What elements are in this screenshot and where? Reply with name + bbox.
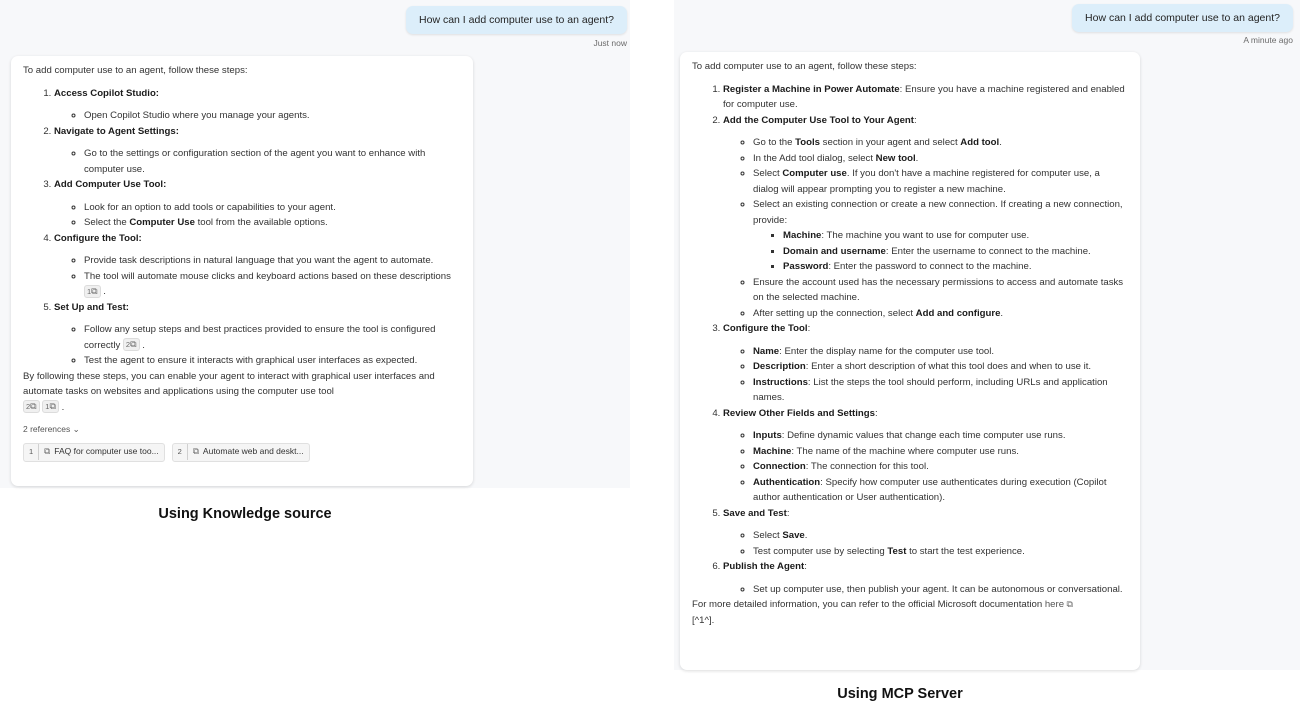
steps-list [23, 86, 461, 369]
step-bullet: ◦ Follow any setup steps and best practices provided to ensure the tool is configured correctly 2⧉ . [84, 322, 461, 353]
step-title: Configure the Tool: [54, 232, 142, 244]
message-timestamp: Just now [593, 38, 627, 48]
step-item [54, 86, 461, 124]
sub-bullet: ▪ Domain and username: Enter the username to connect to the machine. [783, 244, 1128, 260]
step-title: Set Up and Test: [54, 301, 129, 313]
user-message-bubble: How can I add computer use to an agent? [406, 6, 627, 34]
step-bullet: ◦ In the Add tool dialog, select New tool. [753, 151, 1128, 167]
response-intro: To add computer use to an agent, follow these steps: [23, 65, 248, 76]
response-intro: To add computer use to an agent, follow these steps: [692, 61, 917, 72]
steps-list [692, 82, 1128, 598]
external-link-icon: ⧉ [30, 401, 37, 412]
step-item: 4. Review Other Fields and Settings: ◦ Inputs: Define dynamic values that change each time computer use runs. ◦ Machine: The name of the machine where computer use runs. ◦ Connection: The connection for this tool. ◦ Authentication: Specify how computer use authenticates during execution (Copilot author authentication or User authentication). [723, 406, 1128, 506]
step-bullet: ◦ Inputs: Define dynamic values that change each time computer use runs. [753, 428, 1128, 444]
step-title: Access Copilot Studio: [54, 87, 160, 99]
step-bullet: ◦ Go to the settings or configuration section of the agent you want to enhance with computer use. [84, 146, 461, 177]
references-toggle[interactable]: 2 references ⌄ [23, 424, 80, 434]
reference-chip[interactable] [172, 443, 310, 462]
chevron-down-icon: ⌄ [72, 424, 80, 434]
step-bullet: ◦ Ensure the account used has the necessary permissions to access and automate tasks on the selected machine. [753, 275, 1128, 306]
sub-bullet: ▪ Machine: The machine you want to use for computer use. [783, 228, 1128, 244]
external-link-icon: ⧉ [49, 401, 56, 412]
response-conclusion: By following these steps, you can enable your agent to interact with graphical user interfaces and automate tasks on websites and applications using the computer use tool 2⧉ 1⧉ . [23, 370, 435, 413]
response-footer: For more detailed information, you can refer to the official Microsoft documentation here ⧉ [^1^]. [692, 599, 1073, 626]
step-bullet: ◦ Name: Enter the display name for the computer use tool. [753, 344, 1128, 360]
step-title: Navigate to Agent Settings: [54, 125, 179, 137]
message-timestamp: A minute ago [1243, 35, 1293, 45]
step-item: 6. Publish the Agent: ◦ Set up computer use, then publish your agent. It can be autonomous or conversational. [723, 559, 1128, 597]
step-item: 2. Add the Computer Use Tool to Your Agent: ◦ Go to the Tools section in your agent and select Add tool. ◦ In the Add tool dialog, select New tool. ◦ Select Computer use. If you don't have a machine registered for computer use, a dialog will appear prompting you to register a new machine. ◦ Select an existing connection or create a new connection. If creating a new connection, provide: ▪ Machine: The machine you want to use for computer use. ▪ Domain and username: Enter the username to connect to the machine. ▪ Password: Enter the password to connect to the machine. ◦ Ensure the account used has the necessary permissions to access and automate tasks on the selected machine. ◦ After setting up the connection, select Add and configure. [723, 113, 1128, 322]
step-title: Add Computer Use Tool: [54, 179, 167, 190]
step-bullet: ◦ Test the agent to ensure it interacts with graphical user interfaces as expected. [84, 353, 461, 369]
reference-number: 2 [178, 444, 188, 460]
step-bullet: ◦ Look for an option to add tools or capabilities to your agent. [84, 200, 461, 216]
external-link-icon: ⧉ [91, 285, 98, 296]
step-bullet: ◦ Select an existing connection or create a new connection. If creating a new connection, provide: ▪ Machine: The machine you want to use for computer use. ▪ Domain and username: Enter the username to connect to the machine. ▪ Password: Enter the password to connect to the machine. [753, 197, 1128, 275]
citation-1[interactable]: 1⧉ [42, 400, 59, 413]
step-bullet: ◦ Authentication: Specify how computer use authenticates during execution (Copilot author authentication or User authentication). [753, 475, 1128, 506]
step-bullet: ◦ Go to the Tools section in your agent and select Add tool. [753, 135, 1128, 151]
reference-number: 1 [29, 444, 39, 460]
step-bullet: ◦ Test computer use by selecting Test to start the test experience. [753, 544, 1128, 560]
user-message-bubble: How can I add computer use to an agent? [1072, 4, 1293, 32]
step-item [54, 124, 461, 178]
citation-1[interactable]: 1⧉ [84, 285, 101, 298]
caption-mcp-server: Using MCP Server [837, 686, 963, 702]
step-bullet: ◦ Select Save. [753, 528, 1128, 544]
citation-2[interactable]: 2⧉ [23, 400, 40, 413]
step-item: 5. Save and Test: ◦ Select Save. ◦ Test computer use by selecting Test to start the test experience. [723, 506, 1128, 560]
external-link-icon: ⧉ [130, 339, 137, 350]
reference-chip[interactable] [23, 443, 165, 462]
assistant-response-card [680, 52, 1140, 670]
documentation-link[interactable]: here ⧉ [1044, 599, 1073, 610]
reference-title: FAQ for computer use too... [54, 446, 159, 457]
step-item [54, 300, 461, 369]
citation-2[interactable]: 2⧉ [123, 338, 140, 351]
step-item: 1. Register a Machine in Power Automate: Ensure you have a machine registered and enabled for computer use. [723, 82, 1128, 113]
assistant-response-card [11, 56, 473, 486]
step-bullet: ◦ Description: Enter a short description of what this tool does and when to use it. [753, 359, 1128, 375]
caption-knowledge-source: Using Knowledge source [158, 506, 332, 522]
step-bullet: ◦ Select Computer use. If you don't have a machine registered for computer use, a dialog will appear prompting you to register a new machine. [753, 166, 1128, 197]
step-bullet: ◦ Provide task descriptions in natural language that you want the agent to automate. [84, 253, 461, 269]
external-link-icon: ⧉ [44, 446, 51, 457]
external-link-icon: ⧉ [1064, 599, 1073, 609]
references-list [23, 443, 461, 462]
step-item [54, 177, 461, 231]
step-bullet: ◦ Open Copilot Studio where you manage your agents. [84, 108, 461, 124]
external-link-icon: ⧉ [192, 446, 199, 457]
step-bullet: ◦ After setting up the connection, select Add and configure. [753, 306, 1128, 322]
step-item: 3. Configure the Tool: ◦ Name: Enter the display name for the computer use tool. ◦ Description: Enter a short description of what this tool does and when to use it. ◦ Instructions: List the steps the tool should perform, including URLs and application names. [723, 321, 1128, 406]
reference-title: Automate web and deskt... [202, 446, 304, 457]
step-bullet: ◦ Select the Computer Use tool from the available options. [84, 215, 461, 231]
sub-bullet: ▪ Password: Enter the password to connect to the machine. [783, 259, 1128, 275]
step-bullet: ◦ Machine: The name of the machine where computer use runs. [753, 444, 1128, 460]
step-bullet: ◦ The tool will automate mouse clicks and keyboard actions based on these descriptions 1⧉ . [84, 269, 461, 300]
step-bullet: ◦ Instructions: List the steps the tool should perform, including URLs and application names. [753, 375, 1128, 406]
step-item [54, 231, 461, 300]
step-bullet: ◦ Set up computer use, then publish your agent. It can be autonomous or conversational. [753, 582, 1128, 598]
step-bullet: ◦ Connection: The connection for this tool. [753, 459, 1128, 475]
